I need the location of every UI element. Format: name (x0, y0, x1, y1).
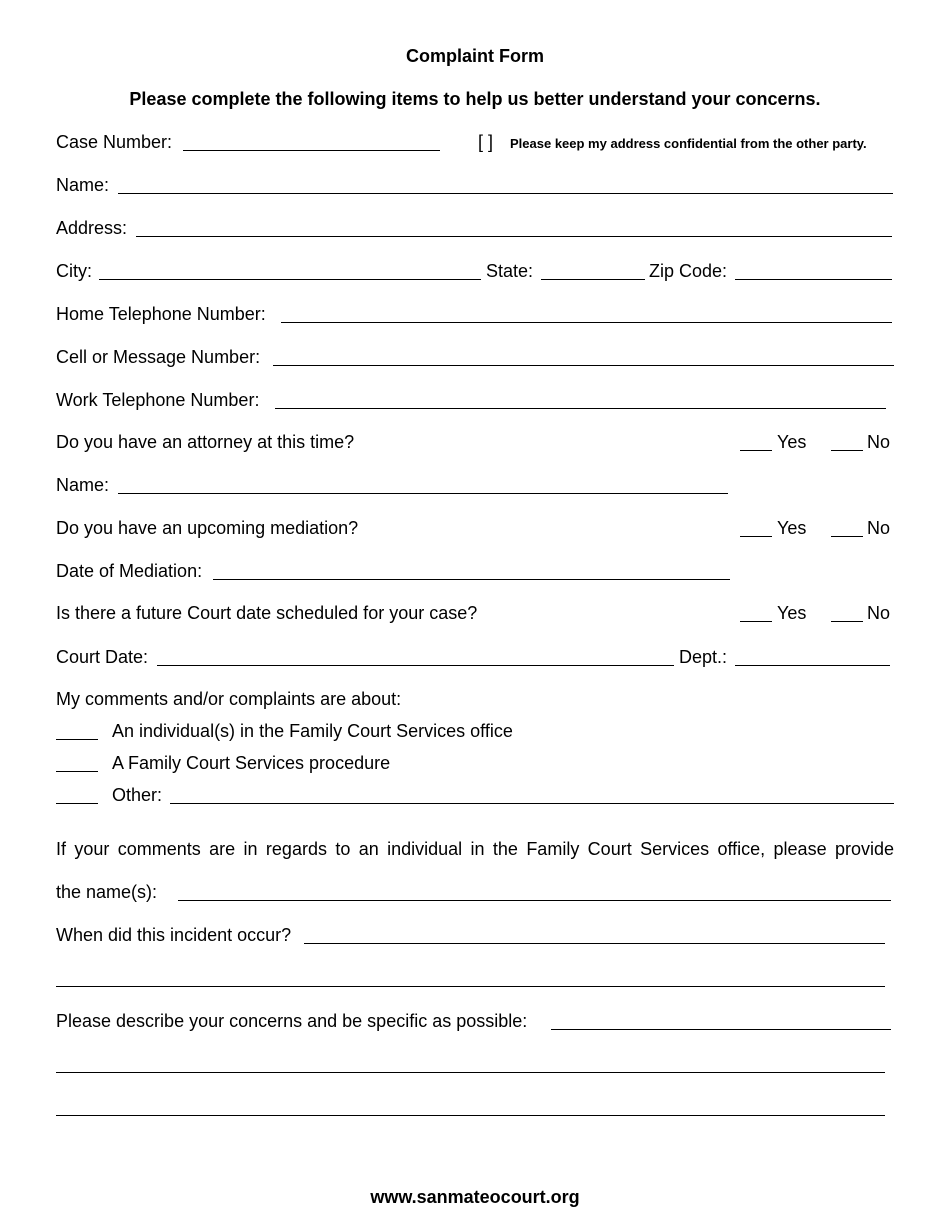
mediation-question: Do you have an upcoming mediation? (56, 518, 359, 538)
attorney-no-label: No (867, 432, 891, 452)
comment-option-other: Other: (112, 785, 163, 805)
incident-field-line-2[interactable] (56, 986, 885, 987)
zip-label: Zip Code: (649, 261, 728, 281)
comment-option-blank-2[interactable] (56, 771, 98, 772)
work-phone-label: Work Telephone Number: (56, 390, 260, 410)
court-yes-label: Yes (777, 603, 807, 623)
mediation-no-blank[interactable] (831, 536, 863, 537)
names-label: the name(s): (56, 882, 158, 902)
court-date-label: Court Date: (56, 647, 149, 667)
case-number-label: Case Number: (56, 132, 173, 152)
address-label: Address: (56, 218, 128, 238)
describe-label: Please describe your concerns and be specific as possible: (56, 1011, 528, 1031)
describe-field-line-2[interactable] (56, 1072, 885, 1073)
incident-field[interactable] (304, 943, 885, 944)
cell-phone-label: Cell or Message Number: (56, 347, 261, 367)
comments-intro: My comments and/or complaints are about: (56, 689, 402, 709)
attorney-name-field[interactable] (118, 493, 728, 494)
case-number-field[interactable] (183, 150, 440, 151)
home-phone-label: Home Telephone Number: (56, 304, 266, 324)
court-no-blank[interactable] (831, 621, 863, 622)
comment-option-procedure: A Family Court Services procedure (112, 753, 391, 773)
individual-names-instruction: If your comments are in regards to an individual in the Family Court Services office, please provide (56, 839, 894, 859)
address-field[interactable] (136, 236, 892, 237)
city-label: City: (56, 261, 92, 281)
describe-field-line-3[interactable] (56, 1115, 885, 1116)
cell-phone-field[interactable] (273, 365, 894, 366)
name-label: Name: (56, 175, 110, 195)
form-subtitle: Please complete the following items to help us better understand your concerns. (129, 89, 821, 109)
dept-field[interactable] (735, 665, 890, 666)
mediation-yes-blank[interactable] (740, 536, 772, 537)
zip-field[interactable] (735, 279, 892, 280)
other-field[interactable] (170, 803, 894, 804)
home-phone-field[interactable] (281, 322, 892, 323)
comment-option-blank-3[interactable] (56, 803, 98, 804)
attorney-question: Do you have an attorney at this time? (56, 432, 355, 452)
mediation-date-label: Date of Mediation: (56, 561, 203, 581)
court-date-field[interactable] (157, 665, 674, 666)
court-question: Is there a future Court date scheduled for your case? (56, 603, 478, 623)
names-field[interactable] (178, 900, 891, 901)
comment-option-individual: An individual(s) in the Family Court Services office (112, 721, 513, 741)
confidential-checkbox[interactable]: [ ] (478, 132, 494, 152)
state-field[interactable] (541, 279, 645, 280)
court-no-label: No (867, 603, 891, 623)
attorney-yes-label: Yes (777, 432, 807, 452)
mediation-date-field[interactable] (213, 579, 730, 580)
mediation-yes-label: Yes (777, 518, 807, 538)
mediation-no-label: No (867, 518, 891, 538)
describe-field[interactable] (551, 1029, 891, 1030)
footer-website: www.sanmateocourt.org (370, 1187, 580, 1207)
attorney-yes-blank[interactable] (740, 450, 772, 451)
work-phone-field[interactable] (275, 408, 886, 409)
comment-option-blank-1[interactable] (56, 739, 98, 740)
name-field[interactable] (118, 193, 893, 194)
state-label: State: (486, 261, 534, 281)
form-title: Complaint Form (406, 46, 544, 66)
court-yes-blank[interactable] (740, 621, 772, 622)
city-field[interactable] (99, 279, 481, 280)
dept-label: Dept.: (679, 647, 728, 667)
attorney-no-blank[interactable] (831, 450, 863, 451)
confidential-label: Please keep my address confidential from the other party. (510, 136, 867, 151)
attorney-name-label: Name: (56, 475, 110, 495)
incident-label: When did this incident occur? (56, 925, 292, 945)
